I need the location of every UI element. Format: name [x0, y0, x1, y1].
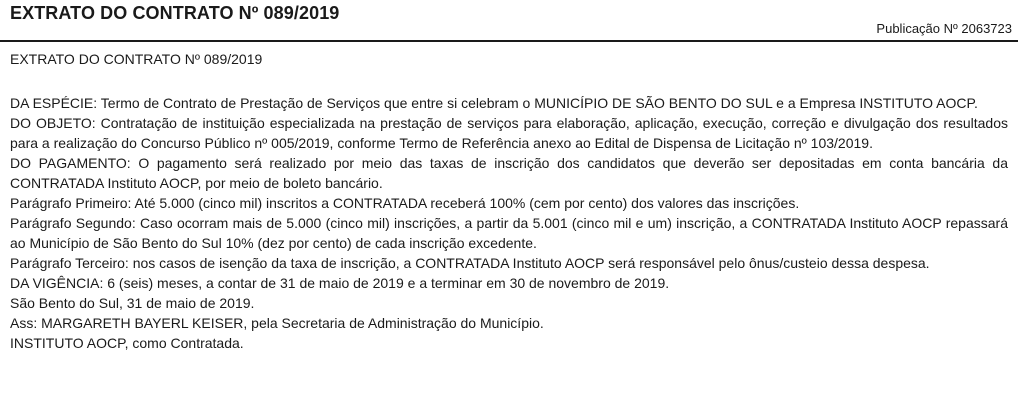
contract-body	[10, 93, 1008, 353]
paragraph-primeiro: Parágrafo Primeiro: Até 5.000 (cinco mil) inscritos a CONTRATADA receberá 100% (cem por cento) dos valores das inscrições.	[10, 195, 800, 211]
document-title: EXTRATO DO CONTRATO Nº 089/2019	[10, 3, 340, 23]
paragraph-objeto: DO OBJETO: Contratação de instituição especializada na prestação de serviços para elaboração, aplicação, execução, correção e divulgação dos resultados para a realização do Concurso Público nº 005/2019, conforme Termo de Referência anexo ao Edital de Dispensa de Licitação nº 103/2019.	[10, 115, 1008, 151]
paragraph-especie: DA ESPÉCIE: Termo de Contrato de Prestação de Serviços que entre si celebram o MUNICÍPIO DE SÃO BENTO DO SUL e a Empresa INSTITUTO AOCP.	[10, 95, 978, 111]
contract-subtitle: EXTRATO DO CONTRATO Nº 089/2019	[10, 51, 263, 67]
paragraph-terceiro: Parágrafo Terceiro: nos casos de isenção da taxa de inscrição, a CONTRATADA Instituto AOCP será responsável pelo ônus/custeio dessa despesa.	[10, 255, 930, 271]
place-date: São Bento do Sul, 31 de maio de 2019.	[10, 295, 255, 311]
publication-number: Publicação Nº 2063723	[876, 21, 1012, 36]
paragraph-segundo: Parágrafo Segundo: Caso ocorram mais de 5.000 (cinco mil) inscrições, a partir da 5.001 (cinco mil e um) inscrição, a CONTRATADA Instituto AOCP repassará ao Município de São Bento do Sul 10% (dez por cento) de cada inscrição excedente.	[10, 215, 1008, 251]
title-divider	[0, 40, 1018, 42]
signature-municipio: Ass: MARGARETH BAYERL KEISER, pela Secretaria de Administração do Município.	[10, 315, 544, 331]
paragraph-vigencia: DA VIGÊNCIA: 6 (seis) meses, a contar de 31 de maio de 2019 e a terminar em 30 de novembro de 2019.	[10, 275, 670, 291]
signature-contratada: INSTITUTO AOCP, como Contratada.	[10, 335, 244, 351]
paragraph-pagamento: DO PAGAMENTO: O pagamento será realizado por meio das taxas de inscrição dos candidatos que deverão ser depositadas em conta bancária da CONTRATADA Instituto AOCP, por meio de boleto bancário.	[10, 155, 1008, 191]
